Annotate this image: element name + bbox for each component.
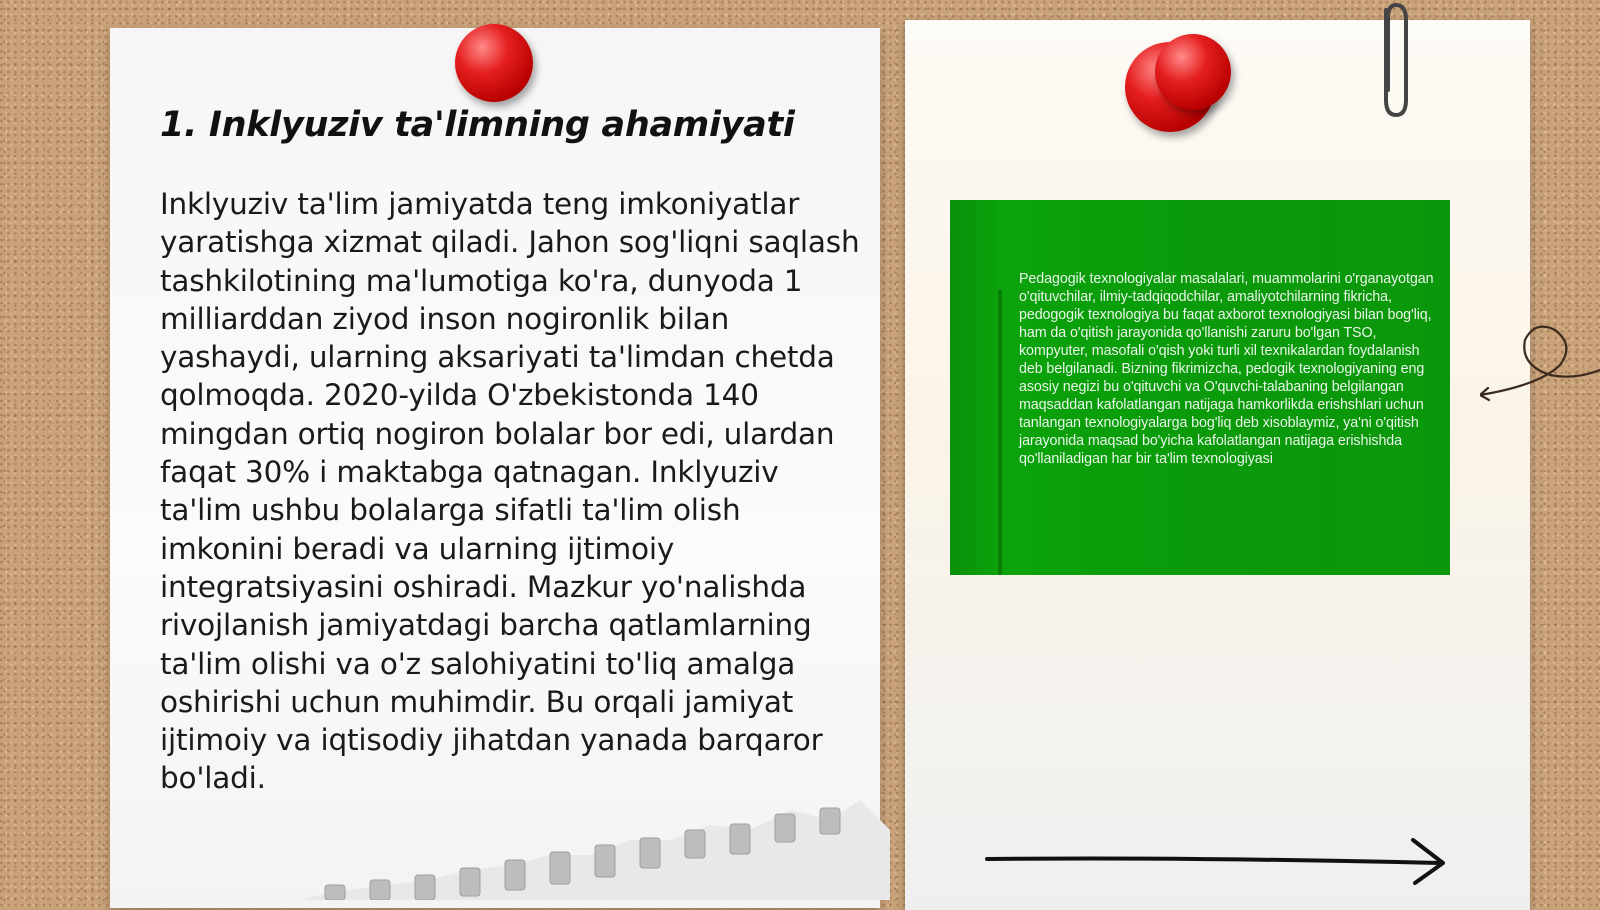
image-shade-line	[998, 290, 1002, 575]
curl-arrow-doodle	[1480, 310, 1600, 410]
paperclip-icon	[1376, 0, 1414, 120]
arrow-right-icon	[985, 835, 1450, 885]
slide-title: 1. Inklyuziv ta'limning ahamiyati	[160, 105, 795, 145]
slide-body-text: Inklyuziv ta'lim jamiyatda teng imkoniyatlar yaratishga xizmat qiladi. Jahon sog'liqni saqlash tashkilotining ma'lumotiga ko'ra, dunyoda 1 milliarddan ziyod inson nogironlik bilan yashaydi, ularning aksariyati ta'limdan chetda qolmoqda. 2020-yilda O'zbekistonda 140 mingdan ortiq nogiron bolalar bor edi, ulardan faqat 30% i maktabga qatnagan. Inklyuziv ta'lim ushbu bolalarga sifatli ta'lim olish imkonini beradi va ularning ijtimoiy integratsiyasini oshiradi. Mazkur yo'nalishda rivojlanish jamiyatdagi barcha qatlamlarning ta'lim olishi va o'z salohiyatini to'liq amalga oshirishi uchun muhimdir. Bu orqali jamiyat ijtimoiy va iqtisodiy jihatdan yanada barqaror bo'ladi.	[160, 187, 860, 796]
push-pin-icon	[1155, 34, 1231, 110]
green-text-image	[950, 200, 1450, 575]
torn-notebook-edge	[300, 800, 890, 900]
push-pin-icon	[455, 24, 533, 102]
image-caption-text: Pedagogik texnologiyalar masalalari, muammolarini o'rganayotgan o'qituvchilar, ilmiy-tadqiqodchilar, amaliyotchilarning fikricha, pedogogik texnologiya bu faqat axborot texnologiyasi bilan bog'liq, ham da o'qitish jarayonida qo'llanishi zaruru bo'lgan TSO, kompyuter, masofali o'qish yoki turli xil texnikalardan foydalanish deb belgilanadi. Bizning fikrimizcha, pedogik texnologiyaning eng asosiy negizi bu o'qituvchi va O'quvchi-talabaning belgilangan maqsaddan kafolatlangan natijaga hamkorlikda erishshlari uchun tanlangan texnologiyalarga bog'liq deb xisoblaymiz, ya'ni o'qitish jarayonida maqsad bo'yicha kafolatlangan natijaga erishishda qo'llaniladigan har bir ta'lim texnologiyasi	[1019, 271, 1434, 467]
